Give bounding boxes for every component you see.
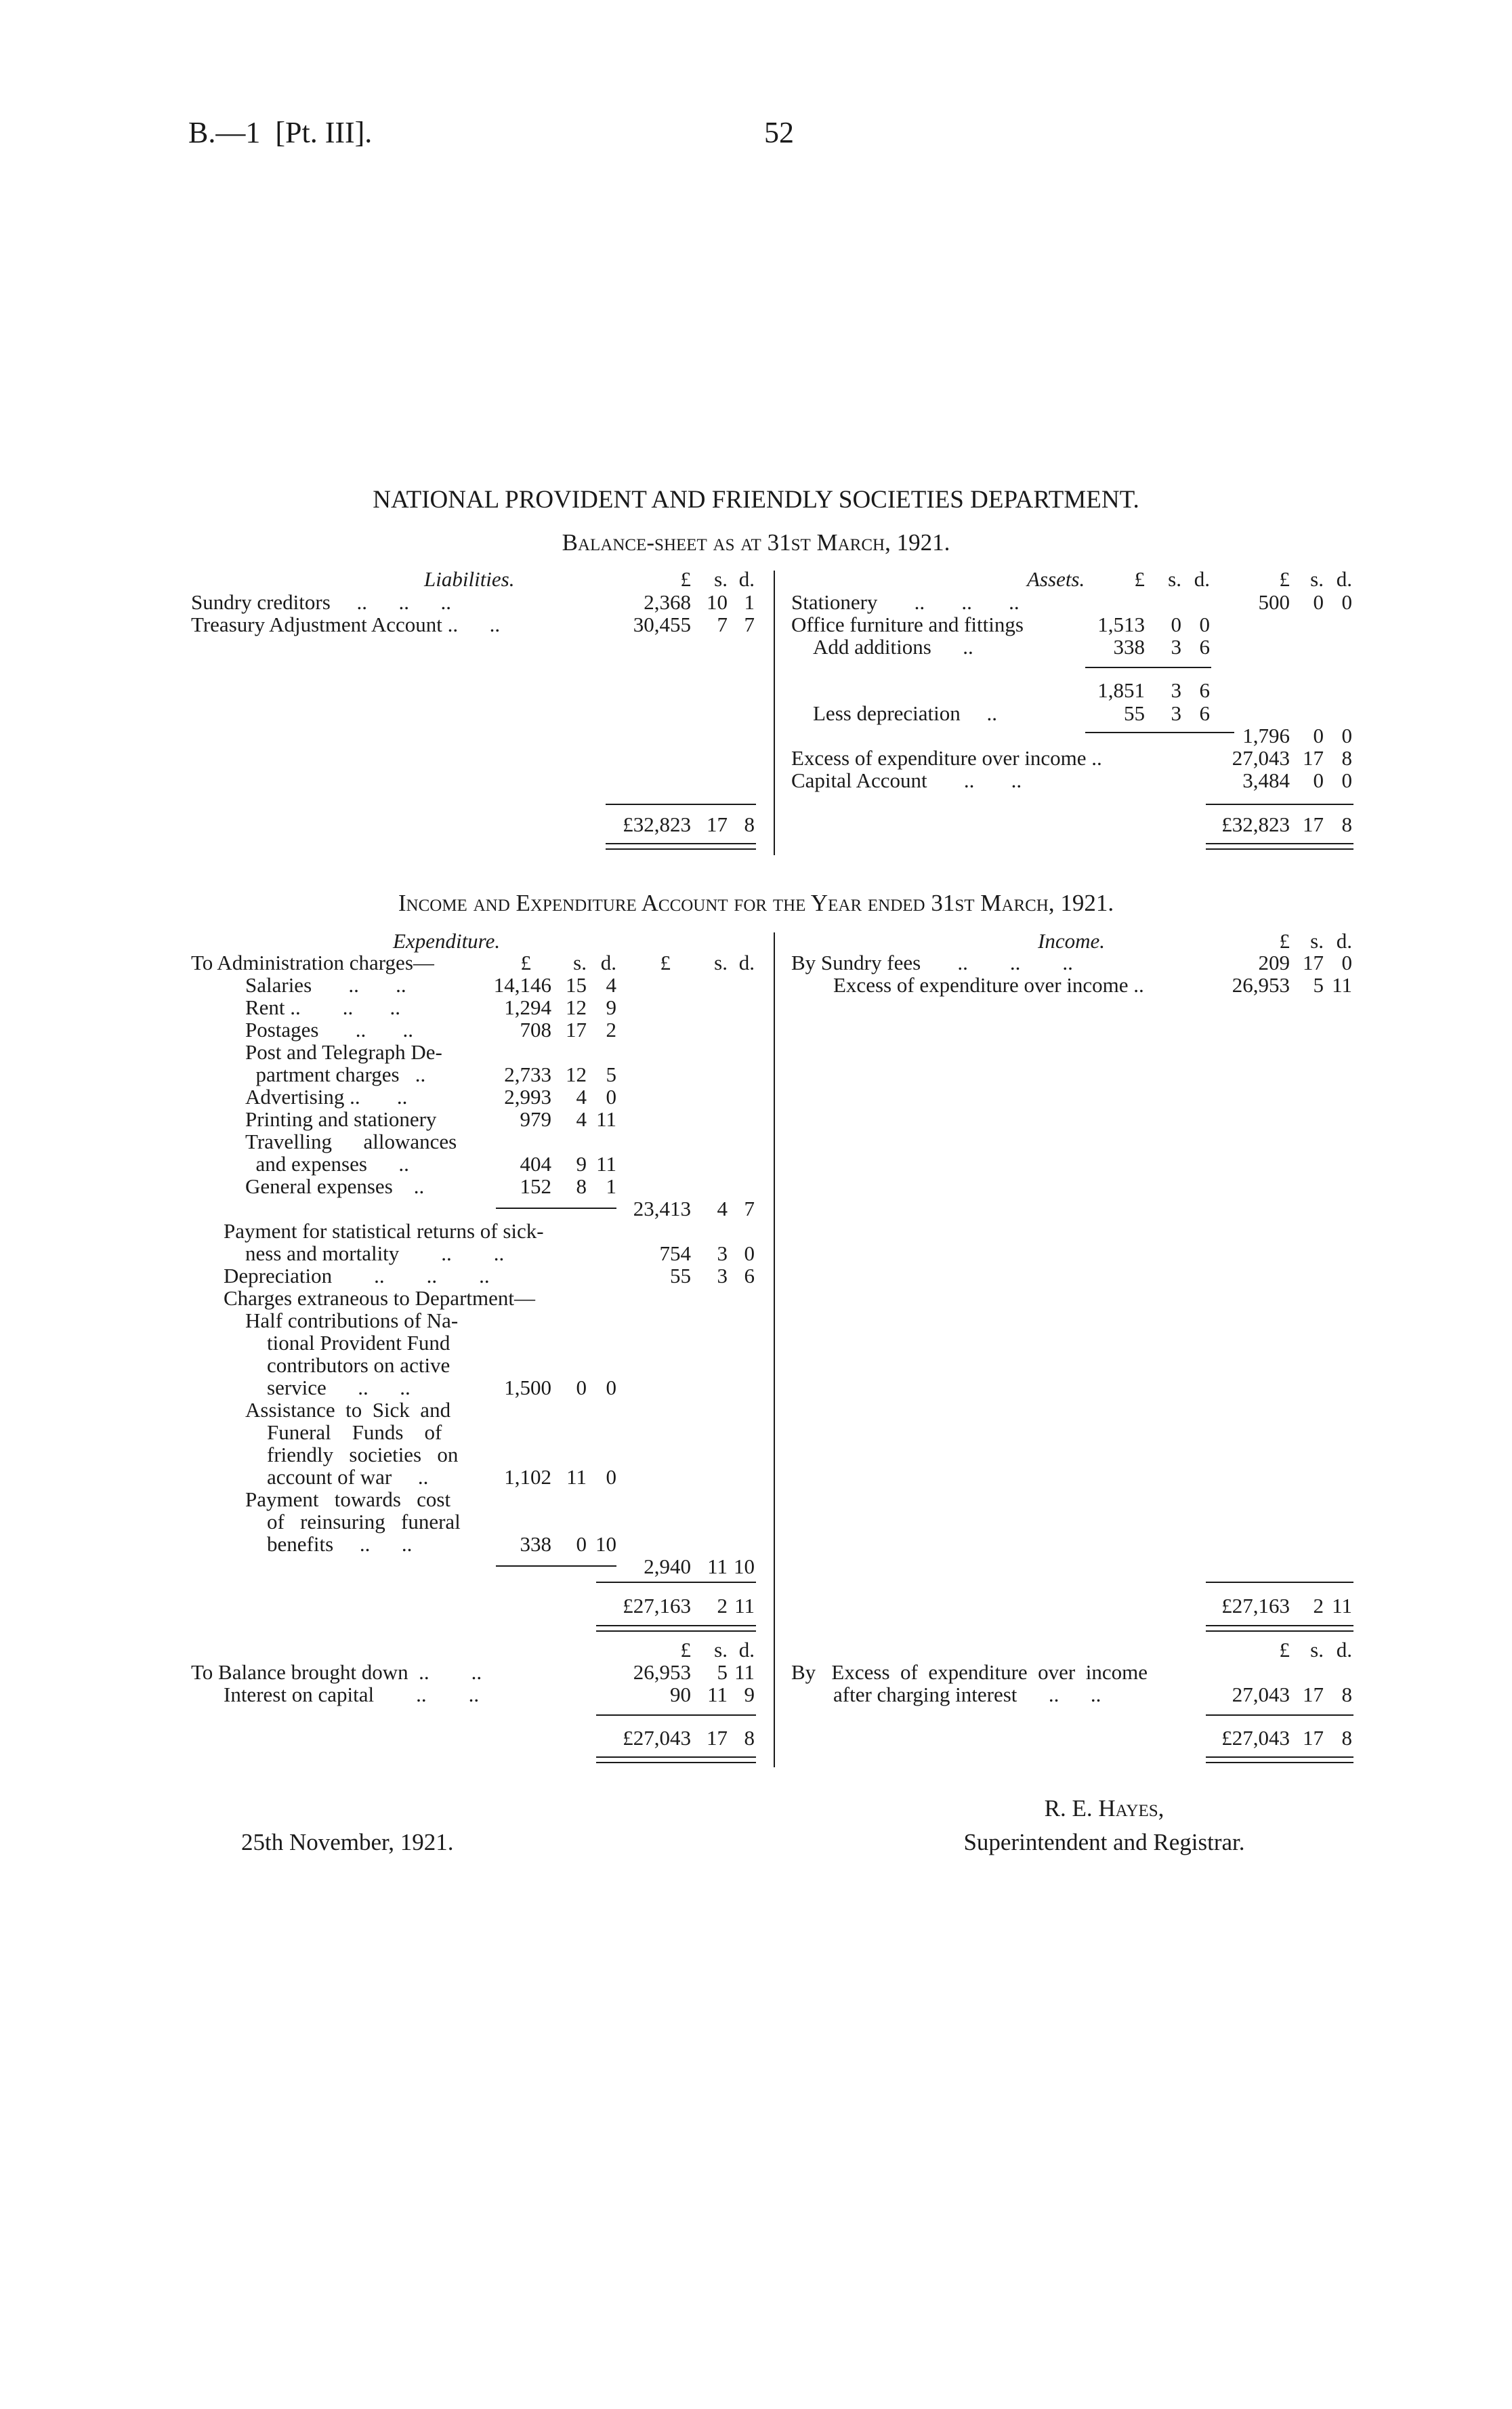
liab-shillings-header: s. <box>714 567 728 591</box>
admin-item-pence: 4 <box>606 973 616 997</box>
half-contrib-shillings: 0 <box>576 1376 587 1399</box>
liab-pounds-header: £ <box>680 567 691 591</box>
asset-excess-shillings: 17 <box>1303 746 1324 770</box>
liabilities-heading: Liabilities. <box>424 567 515 591</box>
sec2-right-pence-header: d. <box>1336 1638 1352 1662</box>
statistical-label-2: ness and mortality .. .. <box>245 1241 505 1265</box>
admin-item-label: Advertising .. .. <box>245 1085 408 1109</box>
extraneous-total-pence: 10 <box>734 1554 755 1578</box>
extraneous-total-shillings: 11 <box>707 1554 728 1578</box>
half-contrib-line: service .. .. <box>267 1376 411 1399</box>
statistical-shillings: 3 <box>717 1241 728 1265</box>
report-date: 25th November, 1921. <box>241 1829 454 1855</box>
assets-heading: Assets. <box>1027 567 1085 591</box>
asset-depreciation-label: Less depreciation .. <box>813 701 998 725</box>
exp-shillings-header-2: s. <box>714 951 728 974</box>
interest-pounds: 90 <box>670 1683 691 1706</box>
excess-income-pounds: 26,953 <box>1232 973 1290 997</box>
exp-total-rule <box>596 1582 756 1583</box>
exp-pence-header-1: d. <box>600 951 616 974</box>
asset-subtotal-shillings: 3 <box>1171 678 1181 702</box>
final-left-rule <box>596 1714 756 1716</box>
final-left-double-rule <box>596 1756 756 1763</box>
admin-item-label: Travelling allowances <box>245 1130 457 1153</box>
liabilities-total-pence: 8 <box>744 812 755 836</box>
sundry-fees-shillings: 17 <box>1303 951 1324 974</box>
interest-shillings: 11 <box>707 1683 728 1706</box>
expenditure-total-shillings: 2 <box>717 1594 728 1618</box>
sec2-right-pounds-header: £ <box>1279 1638 1290 1662</box>
exp-pounds-header-1: £ <box>520 951 531 974</box>
admin-item-label: Post and Telegraph De- <box>245 1040 442 1064</box>
admin-total-shillings: 4 <box>717 1197 728 1220</box>
admin-item-pounds: 2,993 <box>504 1085 551 1109</box>
interest-pence: 9 <box>744 1683 755 1706</box>
asset-depreciation-shillings: 3 <box>1171 701 1181 725</box>
asset-net-furniture-shillings: 0 <box>1313 724 1324 747</box>
admin-item-shillings: 12 <box>566 995 587 1019</box>
final-left-pounds: £27,043 <box>623 1726 691 1750</box>
balance-bd-label: To Balance brought down .. .. <box>191 1660 482 1684</box>
reinsuring-line: benefits .. .. <box>267 1532 413 1556</box>
liab-total-double-rule <box>606 843 756 850</box>
assets-pence-header-1: d. <box>1194 567 1210 591</box>
exp-total-double-rule <box>596 1625 756 1632</box>
assets-pence-header-2: d. <box>1336 567 1352 591</box>
expenditure-total-pounds: £27,163 <box>623 1594 691 1618</box>
half-contrib-pence: 0 <box>606 1376 616 1399</box>
admin-item-pence: 9 <box>606 995 616 1019</box>
assets-total-shillings: 17 <box>1303 812 1324 836</box>
balance-sheet-divider <box>774 571 775 855</box>
signatory-name: R. E. Hayes, <box>1044 1795 1164 1821</box>
inc-total-rule <box>1206 1582 1353 1583</box>
asset-excess-pounds: 27,043 <box>1232 746 1290 770</box>
income-pounds-header: £ <box>1279 929 1290 953</box>
asset-depreciation-pence: 6 <box>1199 701 1210 725</box>
liab-pence-header: d. <box>738 567 755 591</box>
admin-item-pounds: 1,294 <box>504 995 551 1019</box>
liab-total-rule <box>606 804 756 805</box>
admin-item-shillings: 4 <box>576 1107 587 1131</box>
assistance-line: account of war .. <box>267 1465 429 1489</box>
excess-income-label: Excess of expenditure over income .. <box>833 973 1144 997</box>
reinsuring-pounds: 338 <box>520 1532 551 1556</box>
asset-additions-pounds: 338 <box>1113 635 1145 659</box>
liability-label: Treasury Adjustment Account .. .. <box>191 613 501 636</box>
income-total-shillings: 2 <box>1313 1594 1324 1618</box>
extraneous-total-pounds: 2,940 <box>644 1554 691 1578</box>
liability-shillings: 10 <box>707 590 728 614</box>
reinsuring-shillings: 0 <box>576 1532 587 1556</box>
by-excess-pounds: 27,043 <box>1232 1683 1290 1706</box>
assistance-shillings: 11 <box>566 1465 587 1489</box>
sundry-fees-label: By Sundry fees .. .. .. <box>791 951 1073 974</box>
reinsuring-line: Payment towards cost <box>245 1487 451 1511</box>
signatory-title: Superintendent and Registrar. <box>963 1829 1245 1855</box>
admin-item-pence: 1 <box>606 1174 616 1198</box>
liability-pence: 7 <box>744 613 755 636</box>
admin-item-pounds: 14,146 <box>493 973 551 997</box>
admin-item-pence: 5 <box>606 1063 616 1086</box>
sundry-fees-pence: 0 <box>1341 951 1352 974</box>
asset-subtotal-pence: 6 <box>1199 678 1210 702</box>
income-total-pounds: £27,163 <box>1221 1594 1290 1618</box>
sec2-right-shillings-header: s. <box>1310 1638 1324 1662</box>
income-total-pence: 11 <box>1332 1594 1352 1618</box>
assets-total-double-rule <box>1206 843 1353 850</box>
liability-label: Sundry creditors .. .. .. <box>191 590 452 614</box>
balance-bd-shillings: 5 <box>717 1660 728 1684</box>
liability-shillings: 7 <box>717 613 728 636</box>
admin-total-pounds: 23,413 <box>633 1197 691 1220</box>
inc-total-double-rule <box>1206 1625 1353 1632</box>
extraneous-heading: Charges extraneous to Department— <box>224 1286 535 1310</box>
liabilities-total-pounds: £32,823 <box>623 812 691 836</box>
asset-net-furniture-pence: 0 <box>1341 724 1352 747</box>
admin-item-shillings: 17 <box>566 1018 587 1042</box>
asset-excess-label: Excess of expenditure over income .. <box>791 746 1102 770</box>
exp-pence-header-2: d. <box>738 951 755 974</box>
balance-bd-pounds: 26,953 <box>633 1660 691 1684</box>
by-excess-line2: after charging interest .. .. <box>833 1683 1101 1706</box>
liabilities-total-shillings: 17 <box>707 812 728 836</box>
admin-item-label: Rent .. .. .. <box>245 995 401 1019</box>
asset-capital-label: Capital Account .. .. <box>791 768 1022 792</box>
asset-furniture-label: Office furniture and fittings <box>791 613 1024 636</box>
admin-item-pence: 11 <box>596 1107 616 1131</box>
document-reference: B.—1 [Pt. III]. <box>188 116 373 149</box>
interest-label: Interest on capital .. .. <box>224 1683 480 1706</box>
sec2-left-shillings-header: s. <box>714 1638 728 1662</box>
asset-additions-shillings: 3 <box>1171 635 1181 659</box>
admin-item-label: General expenses .. <box>245 1174 425 1198</box>
asset-excess-pence: 8 <box>1341 746 1352 770</box>
department-title: NATIONAL PROVIDENT AND FRIENDLY SOCIETIES DEPARTMENT. <box>373 486 1139 514</box>
by-excess-shillings: 17 <box>1303 1683 1324 1706</box>
final-right-double-rule <box>1206 1756 1353 1763</box>
admin-item-shillings: 9 <box>576 1152 587 1176</box>
assets-total-pounds: £32,823 <box>1221 812 1290 836</box>
assets-pounds-header-2: £ <box>1279 567 1290 591</box>
asset-furniture-shillings: 0 <box>1171 613 1181 636</box>
admin-item-pounds: 152 <box>520 1174 551 1198</box>
admin-item-pounds: 2,733 <box>504 1063 551 1086</box>
admin-heading: To Administration charges— <box>191 951 434 974</box>
assets-total-rule <box>1206 804 1353 805</box>
income-expenditure-title: Income and Expenditure Account for the Year ended 31st March, 1921. <box>398 890 1114 916</box>
assistance-line: friendly societies on <box>267 1443 459 1466</box>
assets-pounds-header-1: £ <box>1134 567 1145 591</box>
assets-shillings-header-2: s. <box>1310 567 1324 591</box>
asset-capital-pence: 0 <box>1341 768 1352 792</box>
asset-stationery-label: Stationery .. .. .. <box>791 590 1020 614</box>
statistical-label-1: Payment for statistical returns of sick- <box>224 1219 544 1243</box>
final-right-shillings: 17 <box>1303 1726 1324 1750</box>
liability-pounds: 30,455 <box>633 613 691 636</box>
asset-stationery-pounds: 500 <box>1258 590 1290 614</box>
depreciation-pence: 6 <box>744 1264 755 1288</box>
liability-pounds: 2,368 <box>644 590 691 614</box>
by-excess-line1: By Excess of expenditure over income <box>791 1660 1148 1684</box>
admin-item-pence: 11 <box>596 1152 616 1176</box>
admin-item-label: Printing and stationery <box>245 1107 437 1131</box>
income-pence-header: d. <box>1336 929 1352 953</box>
reinsuring-line: of reinsuring funeral <box>267 1510 461 1533</box>
sec2-left-pounds-header: £ <box>680 1638 691 1662</box>
admin-item-label: Postages .. .. <box>245 1018 413 1042</box>
assets-shillings-header-1: s. <box>1168 567 1181 591</box>
balance-sheet-title: Balance-sheet as at 31st March, 1921. <box>562 529 950 556</box>
assistance-line: Assistance to Sick and <box>245 1398 451 1422</box>
depreciation-shillings: 3 <box>717 1264 728 1288</box>
sundry-fees-pounds: 209 <box>1258 951 1290 974</box>
final-right-pounds: £27,043 <box>1221 1726 1290 1750</box>
excess-income-shillings: 5 <box>1313 973 1324 997</box>
assistance-line: Funeral Funds of <box>267 1420 442 1444</box>
admin-item-pence: 2 <box>606 1018 616 1042</box>
asset-stationery-shillings: 0 <box>1313 590 1324 614</box>
asset-furniture-pence: 0 <box>1199 613 1210 636</box>
assistance-pence: 0 <box>606 1465 616 1489</box>
income-shillings-header: s. <box>1310 929 1324 953</box>
statistical-pounds: 754 <box>659 1241 691 1265</box>
asset-furniture-pounds: 1,513 <box>1097 613 1145 636</box>
final-right-pence: 8 <box>1341 1726 1352 1750</box>
exp-pounds-header-2: £ <box>660 951 671 974</box>
statistical-pence: 0 <box>744 1241 755 1265</box>
asset-additions-label: Add additions .. <box>813 635 973 659</box>
asset-capital-pounds: 3,484 <box>1242 768 1290 792</box>
ie-divider <box>774 932 775 1767</box>
sec2-left-pence-header: d. <box>738 1638 755 1662</box>
expenditure-total-pence: 11 <box>734 1594 755 1618</box>
admin-item-label: Salaries .. .. <box>245 973 406 997</box>
admin-item-shillings: 4 <box>576 1085 587 1109</box>
by-excess-pence: 8 <box>1341 1683 1352 1706</box>
half-contrib-line: contributors on active <box>267 1353 450 1377</box>
asset-subtotal-pounds: 1,851 <box>1097 678 1145 702</box>
expenditure-heading: Expenditure. <box>393 929 501 953</box>
admin-item-pounds: 979 <box>520 1107 551 1131</box>
income-heading: Income. <box>1038 929 1105 953</box>
depreciation-label: Depreciation .. .. .. <box>224 1264 490 1288</box>
admin-item-pounds: 404 <box>520 1152 551 1176</box>
asset-stationery-pence: 0 <box>1341 590 1352 614</box>
depreciation-pounds: 55 <box>670 1264 691 1288</box>
balance-bd-pence: 11 <box>734 1660 755 1684</box>
asset-net-furniture-pounds: 1,796 <box>1242 724 1290 747</box>
assets-total-pence: 8 <box>1341 812 1352 836</box>
final-left-pence: 8 <box>744 1726 755 1750</box>
assistance-pounds: 1,102 <box>504 1465 551 1489</box>
admin-item-shillings: 12 <box>566 1063 587 1086</box>
asset-depreciation-pounds: 55 <box>1124 701 1145 725</box>
admin-item-label: partment charges .. <box>245 1063 426 1086</box>
asset-additions-pence: 6 <box>1199 635 1210 659</box>
admin-total-pence: 7 <box>744 1197 755 1220</box>
admin-item-pence: 0 <box>606 1085 616 1109</box>
page-number: 52 <box>764 116 794 149</box>
additions-rule <box>1085 667 1211 668</box>
asset-capital-shillings: 0 <box>1313 768 1324 792</box>
exp-shillings-header-1: s. <box>573 951 587 974</box>
liability-pence: 1 <box>744 590 755 614</box>
admin-item-label: and expenses .. <box>245 1152 409 1176</box>
admin-item-shillings: 15 <box>566 973 587 997</box>
admin-item-shillings: 8 <box>576 1174 587 1198</box>
excess-income-pence: 11 <box>1332 973 1352 997</box>
half-contrib-line: Half contributions of Na- <box>245 1309 459 1332</box>
half-contrib-pounds: 1,500 <box>504 1376 551 1399</box>
reinsuring-pence: 10 <box>595 1532 616 1556</box>
admin-item-pounds: 708 <box>520 1018 551 1042</box>
final-left-shillings: 17 <box>707 1726 728 1750</box>
final-right-rule <box>1206 1714 1353 1716</box>
half-contrib-line: tional Provident Fund <box>267 1331 450 1355</box>
